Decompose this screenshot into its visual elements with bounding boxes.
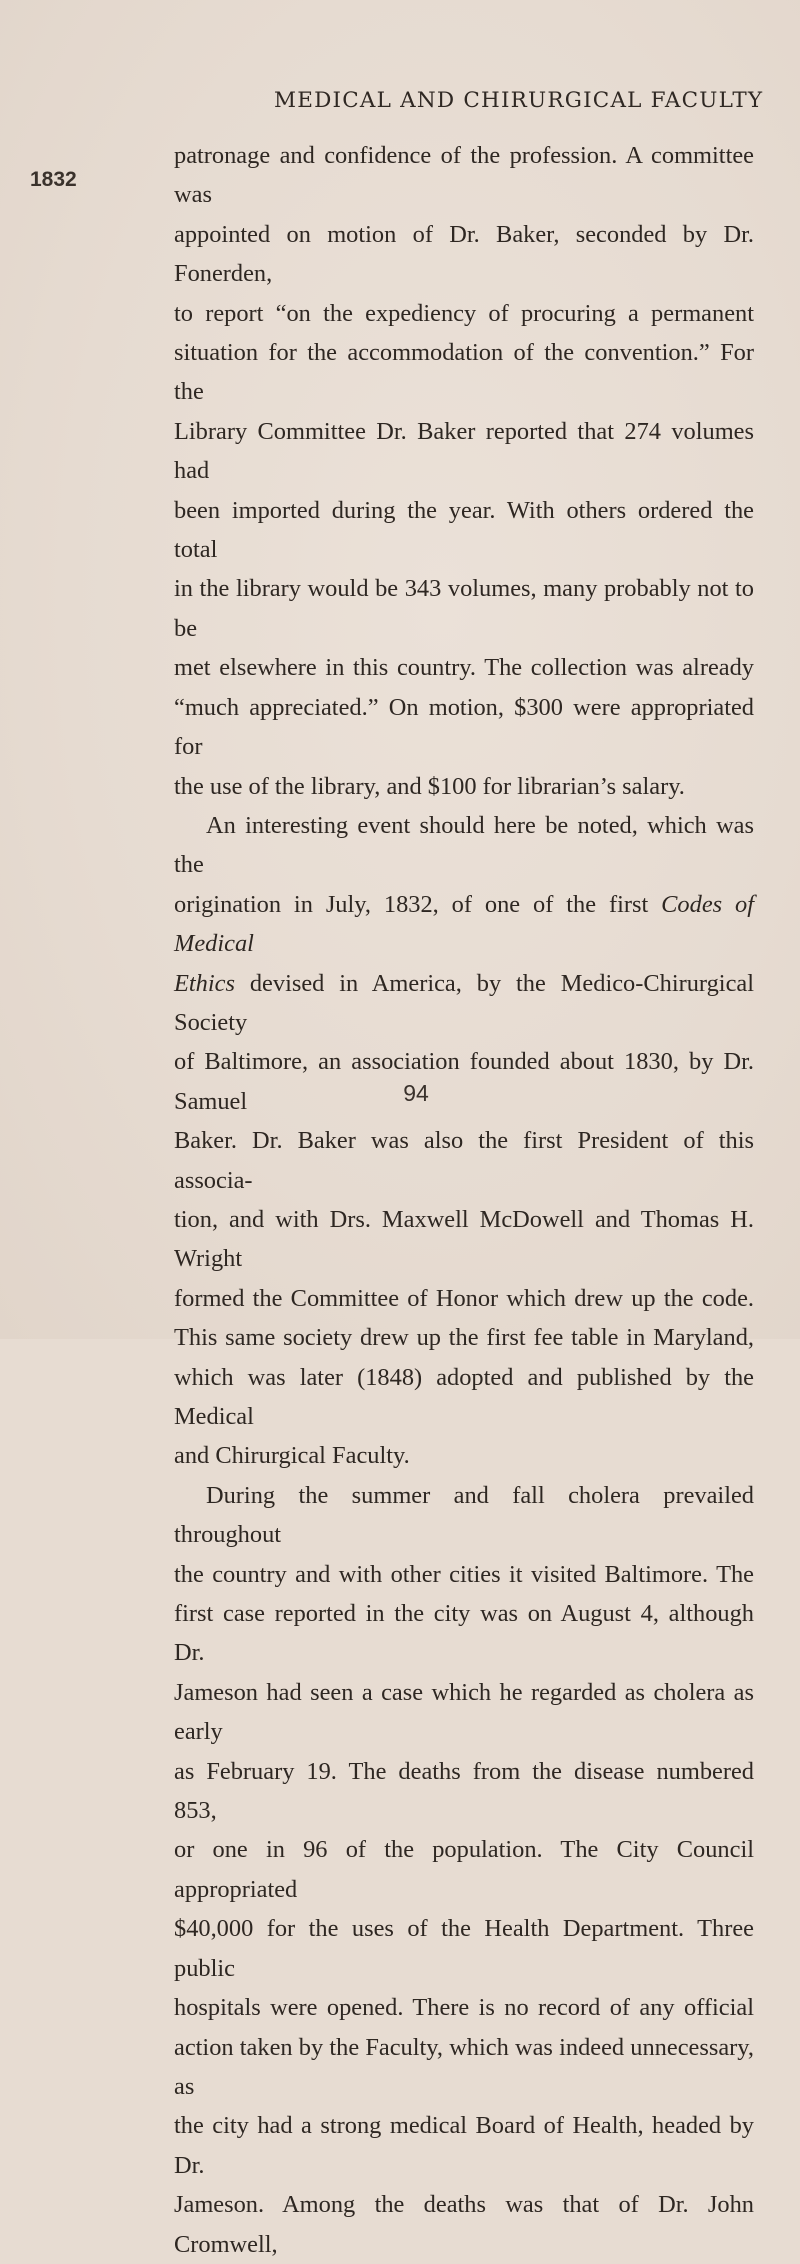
text-line: During the summer and fall cholera prevailed throughout [174, 1481, 754, 1549]
paragraph [174, 136, 754, 806]
text-line: Jameson had seen a case which he regarded as cholera as early [174, 1678, 754, 1746]
text-line: Baker. Dr. Baker was also the first President of this associa- [174, 1127, 754, 1194]
text-line: This same society drew up the first fee table in Maryland, [174, 1324, 754, 1352]
text-line: Library Committee Dr. Baker reported that 274 volumes had [174, 417, 754, 485]
text-line: been imported during the year. With others ordered the total [174, 496, 754, 564]
text-line: which was later (1848) adopted and published by the Medical [174, 1363, 754, 1430]
text-line: “much appreciated.” On motion, $300 were appropriated for [174, 693, 754, 761]
text-line: formed the Committee of Honor which drew up the code. [174, 1284, 754, 1312]
text-line: the country and with other cities it visited Baltimore. The [174, 1560, 754, 1588]
text-line: $40,000 for the uses of the Health Department. Three public [174, 1915, 754, 1982]
text-line: the city had a strong medical Board of Health, headed by Dr. [174, 2112, 754, 2179]
text-line: hospitals were opened. There is no record of any official [174, 1994, 754, 2022]
text-line: patronage and confidence of the profession. A committee was [174, 142, 754, 209]
page-number: 94 [403, 1080, 429, 1106]
margin-year: 1832 [30, 168, 77, 191]
text-line: of Baltimore, an association founded about 1830, by Dr. Samuel [174, 1048, 754, 1115]
text-line: in the library would be 343 volumes, many probably not to be [174, 575, 754, 642]
text-line: to report “on the expediency of procuring a permanent [174, 299, 754, 327]
text-line: Jameson. Among the deaths was that of Dr. John Cromwell, [174, 2191, 754, 2258]
text-line: Ethics devised in America, by the Medico-Chirurgical Society [174, 969, 754, 1036]
text-line: tion, and with Drs. Maxwell McDowell and Thomas H. Wright [174, 1205, 754, 1273]
text-line: or one in 96 of the population. The City Council appropriated [174, 1836, 754, 1903]
text-line: as February 19. The deaths from the disease numbered 853, [174, 1757, 754, 1825]
text-line: first case reported in the city was on August 4, although Dr. [174, 1600, 754, 1667]
text-line: origination in July, 1832, of one of the first Codes of Medical [174, 890, 755, 958]
body-text [174, 136, 754, 2264]
text-line: situation for the accommodation of the convention.” For the [174, 339, 754, 406]
text-line: appointed on motion of Dr. Baker, seconded by Dr. Fonerden, [174, 220, 754, 288]
paragraph [174, 806, 754, 1476]
text-line: An interesting event should here be noted, which was the [174, 811, 754, 879]
text-line: the use of the library, and $100 for librarian’s salary. [174, 772, 685, 800]
text-line: action taken by the Faculty, which was indeed unnecessary, as [174, 2033, 754, 2100]
running-head: MEDICAL AND CHIRURGICAL FACULTY [274, 88, 764, 113]
text-line: and Chirurgical Faculty. [174, 1442, 410, 1470]
paragraph [174, 1476, 754, 2264]
text-line: met elsewhere in this country. The collection was already [174, 654, 754, 682]
